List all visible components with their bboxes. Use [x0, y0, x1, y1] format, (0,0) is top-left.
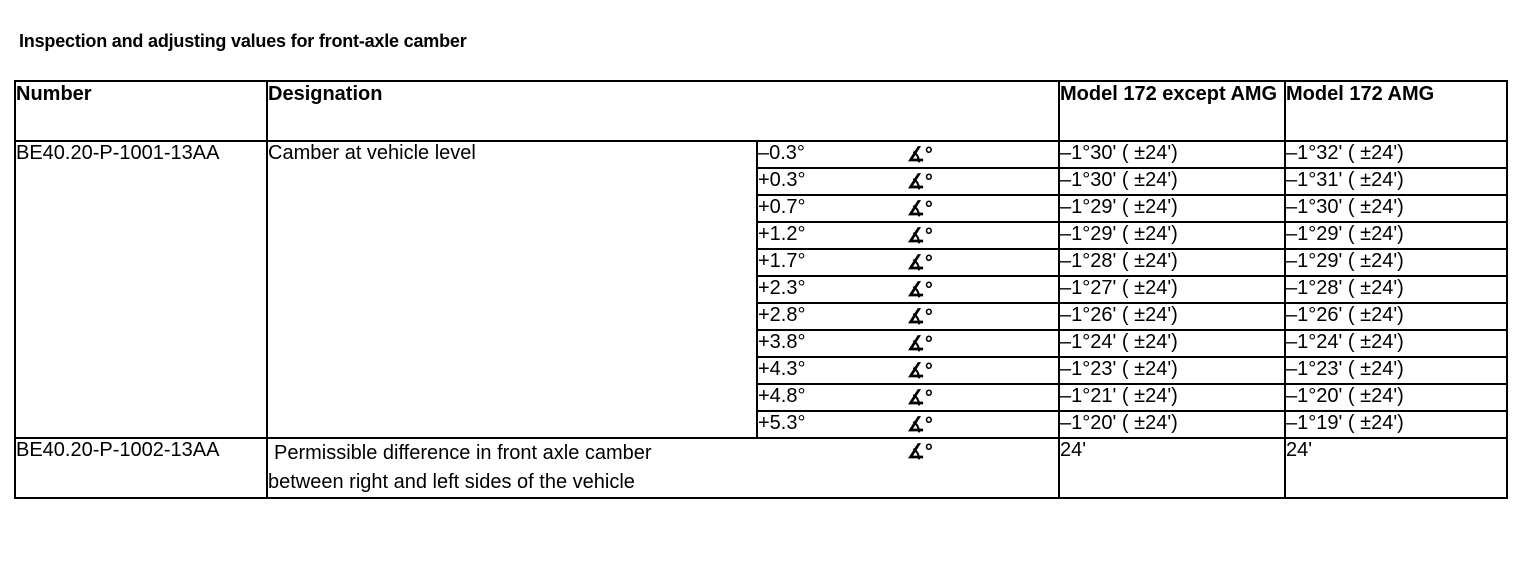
angle-symbol: ∡° — [907, 222, 1059, 249]
angle-symbol: ∡° — [907, 195, 1059, 222]
value-amg: 24' — [1285, 438, 1507, 498]
angle-symbol: ∡° — [907, 141, 1059, 168]
vehicle-level-value: +2.3° — [757, 276, 907, 303]
value-amg: –1°23' ( ±24') — [1285, 357, 1507, 384]
item-designation — [267, 438, 907, 498]
item-number: BE40.20-P-1002-13AA — [15, 438, 267, 498]
vehicle-level-value: +0.7° — [757, 195, 907, 222]
value-except-amg: –1°27' ( ±24') — [1059, 276, 1285, 303]
angle-symbol: ∡° — [907, 303, 1059, 330]
value-amg: –1°31' ( ±24') — [1285, 168, 1507, 195]
vehicle-level-value: +2.8° — [757, 303, 907, 330]
value-except-amg: –1°21' ( ±24') — [1059, 384, 1285, 411]
value-except-amg: –1°28' ( ±24') — [1059, 249, 1285, 276]
document-title: Inspection and adjusting values for front-axle camber — [19, 31, 467, 51]
angle-symbol: ∡° — [907, 438, 1059, 498]
value-except-amg: –1°23' ( ±24') — [1059, 357, 1285, 384]
value-amg: –1°20' ( ±24') — [1285, 384, 1507, 411]
value-amg: –1°29' ( ±24') — [1285, 222, 1507, 249]
angle-symbol: ∡° — [907, 168, 1059, 195]
value-amg: –1°32' ( ±24') — [1285, 141, 1507, 168]
value-except-amg: –1°29' ( ±24') — [1059, 195, 1285, 222]
camber-values-table — [14, 80, 1508, 499]
value-except-amg: –1°26' ( ±24') — [1059, 303, 1285, 330]
value-amg: –1°30' ( ±24') — [1285, 195, 1507, 222]
value-except-amg: –1°30' ( ±24') — [1059, 168, 1285, 195]
vehicle-level-value: +1.2° — [757, 222, 907, 249]
value-except-amg: –1°24' ( ±24') — [1059, 330, 1285, 357]
vehicle-level-value: +5.3° — [757, 411, 907, 438]
table-row — [15, 438, 1507, 498]
vehicle-level-value: –0.3° — [757, 141, 907, 168]
table-header-row — [15, 81, 1507, 141]
value-except-amg: 24' — [1059, 438, 1285, 498]
angle-symbol: ∡° — [907, 384, 1059, 411]
item-designation: Camber at vehicle level — [267, 141, 757, 438]
value-except-amg: –1°20' ( ±24') — [1059, 411, 1285, 438]
designation-line-2: between right and left sides of the vehicle — [268, 471, 635, 493]
value-amg: –1°29' ( ±24') — [1285, 249, 1507, 276]
designation-line-1: Permissible difference in front axle camber — [274, 442, 652, 464]
header-model-except-amg: Model 172 except AMG — [1059, 81, 1285, 141]
item-number: BE40.20-P-1001-13AA — [15, 141, 267, 438]
value-amg: –1°26' ( ±24') — [1285, 303, 1507, 330]
header-number: Number — [15, 81, 267, 141]
vehicle-level-value: +4.8° — [757, 384, 907, 411]
angle-symbol: ∡° — [907, 249, 1059, 276]
angle-symbol: ∡° — [907, 330, 1059, 357]
value-amg: –1°28' ( ±24') — [1285, 276, 1507, 303]
angle-symbol: ∡° — [907, 276, 1059, 303]
vehicle-level-value: +1.7° — [757, 249, 907, 276]
value-except-amg: –1°29' ( ±24') — [1059, 222, 1285, 249]
value-amg: –1°19' ( ±24') — [1285, 411, 1507, 438]
value-amg: –1°24' ( ±24') — [1285, 330, 1507, 357]
angle-symbol: ∡° — [907, 411, 1059, 438]
vehicle-level-value: +0.3° — [757, 168, 907, 195]
header-model-amg: Model 172 AMG — [1285, 81, 1507, 141]
table-row — [15, 141, 1507, 168]
angle-symbol: ∡° — [907, 357, 1059, 384]
header-designation: Designation — [267, 81, 1059, 141]
value-except-amg: –1°30' ( ±24') — [1059, 141, 1285, 168]
vehicle-level-value: +4.3° — [757, 357, 907, 384]
vehicle-level-value: +3.8° — [757, 330, 907, 357]
